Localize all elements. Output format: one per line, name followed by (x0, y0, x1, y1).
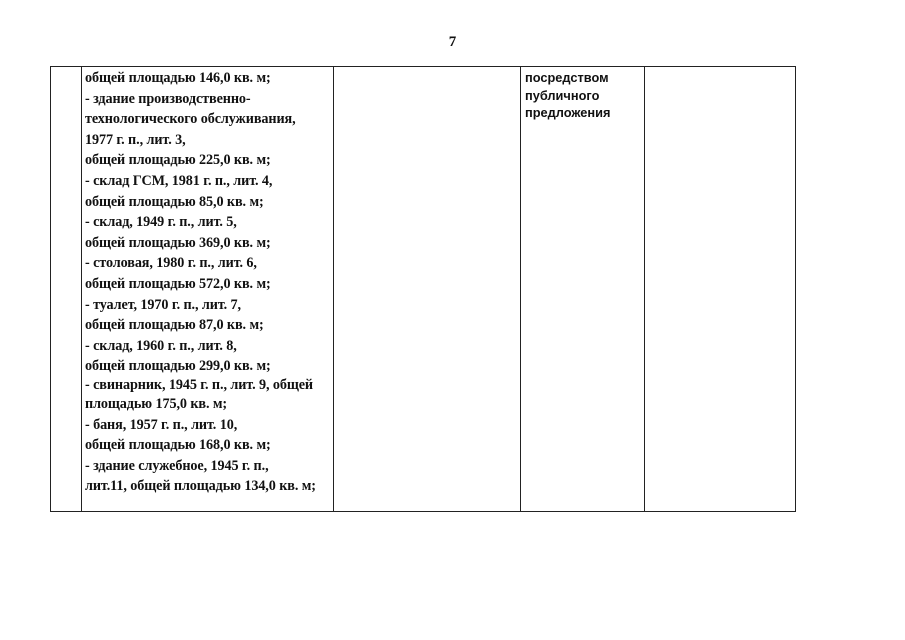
description-line: технологического обслуживания, (85, 111, 296, 128)
page-number: 7 (448, 34, 457, 50)
description-line: - склад ГСМ, 1981 г. п., лит. 4, (85, 172, 273, 189)
description-line: - склад, 1960 г. п., лит. 8, (85, 337, 237, 354)
description-line: общей площадью 146,0 кв. м; (85, 70, 271, 86)
description-line: общей площадью 225,0 кв. м; (85, 152, 271, 169)
description-line: - баня, 1957 г. п., лит. 10, (85, 416, 238, 433)
description-line: 1977 г. п., лит. 3, (85, 131, 186, 148)
description-line: общей площадью 572,0 кв. м; (85, 275, 271, 292)
column-divider-4 (644, 67, 645, 511)
description-line: - столовая, 1980 г. п., лит. 6, (85, 255, 257, 272)
method-line: предложения (525, 105, 611, 120)
column-divider-3 (520, 67, 521, 511)
description-line: - свинарник, 1945 г. п., лит. 9, общей (85, 376, 314, 393)
description-line: - туалет, 1970 г. п., лит. 7, (85, 296, 241, 313)
column-divider-1 (81, 67, 82, 511)
method-line: посредством (525, 70, 609, 85)
description-line: - здание производственно- (85, 90, 251, 107)
description-line: - здание служебное, 1945 г. п., (85, 457, 269, 474)
description-line: общей площадью 85,0 кв. м; (85, 193, 264, 210)
document-table (50, 66, 796, 512)
description-line: общей площадью 369,0 кв. м; (85, 234, 271, 251)
description-line: общей площадью 87,0 кв. м; (85, 317, 264, 334)
description-line: общей площадью 168,0 кв. м; (85, 437, 271, 454)
property-description-cell (85, 68, 331, 497)
column-divider-2 (333, 67, 334, 511)
method-line: публичного (525, 87, 600, 103)
description-line: лит.11, общей площадью 134,0 кв. м; (85, 478, 316, 495)
description-line: общей площадью 299,0 кв. м; (85, 358, 271, 375)
sale-method-cell (525, 69, 643, 122)
description-line: - склад, 1949 г. п., лит. 5, (85, 214, 237, 231)
description-line: площадью 175,0 кв. м; (85, 395, 228, 412)
